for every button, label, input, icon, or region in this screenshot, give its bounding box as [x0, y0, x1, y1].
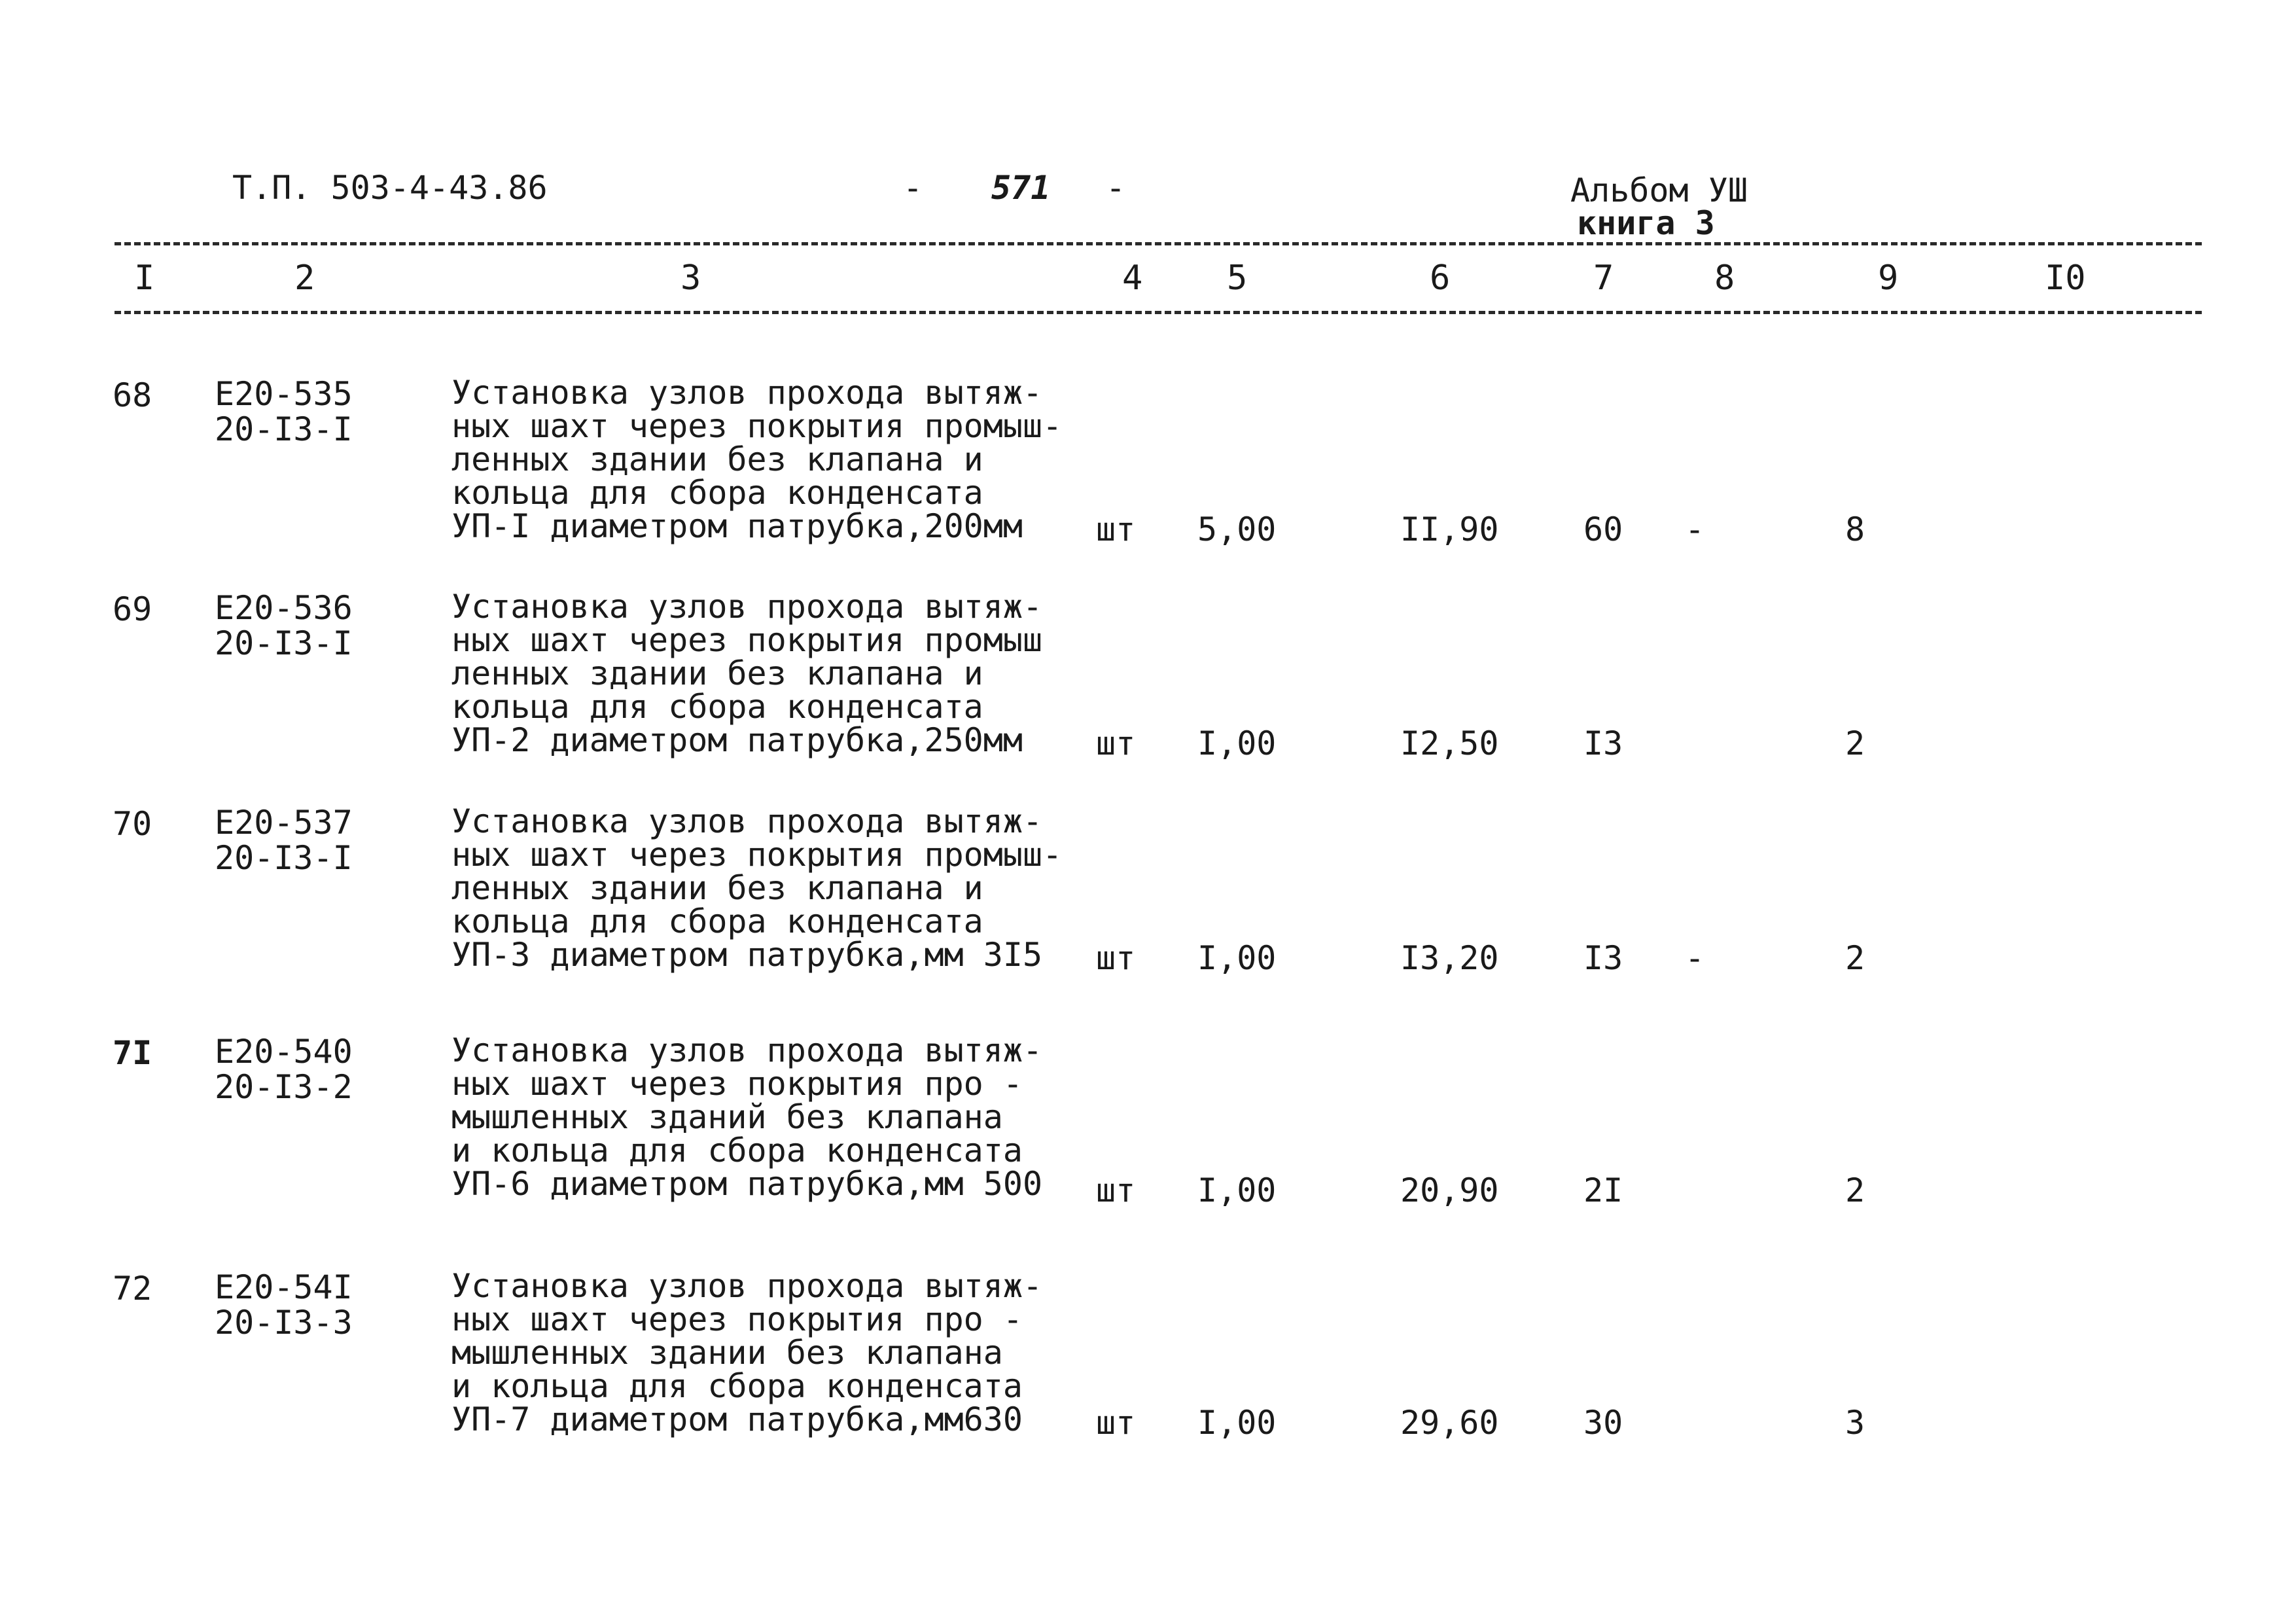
code-line: Е20-537: [215, 804, 353, 842]
row-value-6: I3,20: [1400, 939, 1499, 977]
document-number: Т.П. 503-4-43.86: [232, 169, 548, 207]
description-line: ных шахт через покрытия промыш: [451, 621, 1043, 659]
row-quantity: 5,00: [1197, 510, 1277, 548]
row-description: [451, 376, 1062, 543]
code-line: 20-I3-3: [215, 1304, 353, 1342]
row-value-7: I3: [1583, 939, 1623, 977]
row-value-6: I2,50: [1400, 724, 1499, 762]
row-number: 7I: [113, 1034, 152, 1072]
row-value-6: 20,90: [1400, 1171, 1499, 1209]
code-line: Е20-536: [215, 589, 353, 627]
description-line: Установка узлов прохода вытяж-: [451, 1031, 1043, 1069]
row-quantity: I,00: [1197, 724, 1277, 762]
column-number: I: [134, 259, 155, 298]
description-line: УП-7 диаметром патрубка,мм630: [451, 1400, 1023, 1438]
column-number: 8: [1714, 259, 1735, 298]
column-number: 5: [1227, 259, 1248, 298]
description-line: Установка узлов прохода вытяж-: [451, 374, 1043, 412]
description-line: ленных здании без клапана и: [451, 440, 983, 478]
description-line: и кольца для сбора конденсата: [451, 1367, 1023, 1405]
row-unit: шт: [1096, 510, 1136, 548]
header-rule-top: [115, 242, 2202, 245]
code-line: 20-I3-I: [215, 839, 353, 877]
row-value-8: -: [1685, 510, 1705, 548]
row-number: 70: [113, 805, 152, 843]
page-dash-right: -: [1106, 169, 1126, 207]
row-quantity: I,00: [1197, 939, 1277, 977]
column-number: 4: [1122, 259, 1143, 298]
column-number: 3: [680, 259, 701, 298]
row-unit: шт: [1096, 1171, 1136, 1209]
code-line: Е20-540: [215, 1033, 353, 1071]
code-line: Е20-535: [215, 375, 353, 413]
row-value-9: 8: [1845, 510, 1865, 548]
row-description: [451, 1267, 1043, 1438]
code-line: Е20-54I: [215, 1268, 353, 1306]
row-value-6: II,90: [1400, 510, 1499, 548]
row-value-9: 3: [1845, 1404, 1865, 1442]
description-line: УП-6 диаметром патрубка,мм 500: [451, 1165, 1043, 1203]
description-line: кольца для сбора конденсата: [451, 902, 983, 940]
row-value-7: 2I: [1583, 1171, 1623, 1209]
description-line: ных шахт через покрытия про -: [451, 1065, 1023, 1103]
row-number: 72: [113, 1270, 152, 1308]
row-value-7: I3: [1583, 724, 1623, 762]
page-dash-left: -: [903, 169, 923, 207]
column-number: 2: [294, 259, 315, 298]
row-description: [451, 802, 1063, 974]
description-line: Установка узлов прохода вытяж-: [451, 588, 1043, 626]
description-line: кольца для сбора конденсата: [451, 688, 983, 726]
row-value-6: 29,60: [1400, 1404, 1499, 1442]
column-number: I0: [2045, 259, 2086, 298]
column-number: 9: [1878, 259, 1899, 298]
row-code: [215, 805, 353, 876]
row-quantity: I,00: [1197, 1404, 1277, 1442]
column-number: 7: [1593, 259, 1614, 298]
row-description: [451, 1031, 1043, 1203]
row-value-9: 2: [1845, 1171, 1865, 1209]
description-line: ленных здании без клапана и: [451, 654, 983, 692]
row-number: 68: [113, 376, 152, 414]
row-value-7: 30: [1583, 1404, 1623, 1442]
row-code: [215, 1270, 353, 1340]
row-unit: шт: [1096, 724, 1136, 762]
code-line: 20-I3-I: [215, 624, 353, 662]
description-line: мышленных зданий без клапана: [451, 1098, 1003, 1136]
row-code: [215, 590, 353, 661]
row-unit: шт: [1096, 1404, 1136, 1442]
description-line: ленных здании без клапана и: [451, 869, 983, 907]
column-number: 6: [1430, 259, 1451, 298]
description-line: УП-2 диаметром патрубка,250мм: [451, 721, 1023, 759]
code-line: 20-I3-2: [215, 1068, 353, 1106]
row-description: [451, 590, 1042, 757]
description-line: УП-I диаметром патрубка,200мм: [451, 507, 1023, 545]
row-value-9: 2: [1845, 724, 1865, 762]
description-line: УП-3 диаметром патрубка,мм 3I5: [451, 936, 1043, 974]
row-code: [215, 1034, 353, 1105]
description-line: Установка узлов прохода вытяж-: [451, 1267, 1043, 1305]
description-line: ных шахт через покрытия про -: [451, 1300, 1023, 1338]
row-number: 69: [113, 590, 152, 628]
row-value-7: 60: [1583, 510, 1623, 548]
album-label: Альбом УШ: [1570, 171, 1748, 209]
row-unit: шт: [1096, 939, 1136, 977]
description-line: кольца для сбора конденсата: [451, 474, 983, 512]
book-label: книга 3: [1577, 204, 1715, 242]
row-code: [215, 376, 353, 447]
code-line: 20-I3-I: [215, 410, 353, 448]
description-line: ных шахт через покрытия промыш-: [451, 836, 1063, 874]
description-line: мышленных здании без клапана: [451, 1334, 1003, 1372]
header-rule-bottom: [115, 311, 2202, 314]
row-quantity: I,00: [1197, 1171, 1277, 1209]
row-value-9: 2: [1845, 939, 1865, 977]
description-line: и кольца для сбора конденсата: [451, 1132, 1023, 1169]
description-line: Установка узлов прохода вытяж-: [451, 802, 1043, 840]
page-number: 571: [991, 169, 1051, 207]
row-value-8: -: [1685, 939, 1705, 977]
description-line: ных шахт через покрытия промыш-: [451, 407, 1063, 445]
